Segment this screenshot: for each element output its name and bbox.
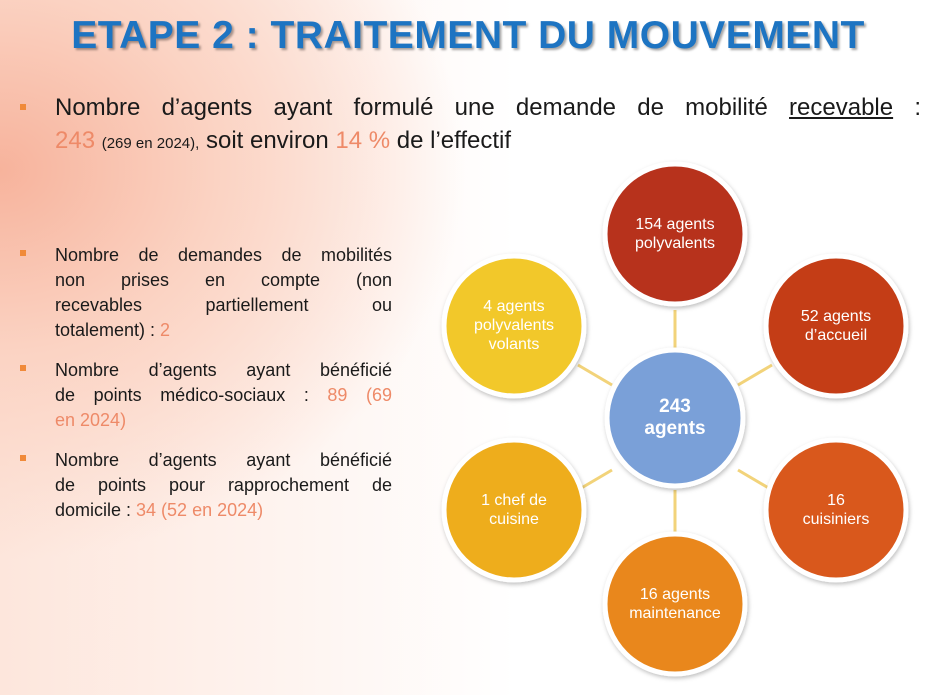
bullet-line: recevables partiellement ou bbox=[55, 295, 392, 315]
bullet-line-text: de points médico-sociaux : bbox=[55, 385, 328, 405]
node-label-line: 52 agents bbox=[800, 308, 872, 325]
medico-sociaux-value-continued: en 2024) bbox=[55, 410, 127, 430]
node-label-line: polyvalents bbox=[634, 235, 716, 252]
agents-count-previous: (269 en 2024), bbox=[101, 135, 200, 152]
node-top-label bbox=[605, 215, 745, 253]
node-top-right-label bbox=[766, 307, 906, 345]
recevable-underlined: recevable bbox=[789, 94, 894, 121]
rapprochement-value: 34 (52 en 2024) bbox=[136, 500, 264, 520]
node-top-left-label bbox=[444, 297, 584, 354]
medico-sociaux-value: 89 (69 bbox=[327, 385, 392, 405]
node-label-line: 1 chef de bbox=[481, 492, 547, 509]
node-label-line: volants bbox=[488, 336, 540, 353]
connector-bottom-left bbox=[578, 470, 612, 490]
bullet-line-text: domicile : bbox=[55, 500, 137, 520]
agents-count: 243 bbox=[55, 127, 96, 154]
bullet-line: Nombre de demandes de mobilités bbox=[55, 245, 392, 265]
percent-value: 14 % bbox=[335, 127, 391, 154]
node-bottom-left-label bbox=[444, 491, 584, 529]
connector-bottom-right bbox=[738, 470, 772, 490]
non-recevables-value: 2 bbox=[160, 320, 171, 340]
main-bullet-end: de l’effectif bbox=[390, 127, 512, 154]
node-label-line: polyvalents bbox=[473, 317, 555, 334]
node-label-line: 4 agents bbox=[483, 298, 545, 315]
connector-top-right bbox=[738, 365, 772, 385]
page-title: ETAPE 2 : TRAITEMENT DU MOUVEMENT bbox=[71, 14, 865, 57]
center-label-unit: agents bbox=[644, 418, 706, 439]
node-label-line: cuisiniers bbox=[802, 511, 870, 528]
bullet-line: Nombre d’agents ayant bénéficié bbox=[55, 450, 392, 470]
node-label-line: d’accueil bbox=[804, 327, 868, 344]
bullet-line: Nombre d’agents ayant bénéficié bbox=[55, 360, 392, 380]
node-label-line: maintenance bbox=[629, 605, 721, 622]
connector-top-left bbox=[578, 365, 612, 385]
center-label bbox=[605, 396, 745, 440]
center-label-count: 243 bbox=[659, 396, 691, 417]
main-bullet-colon: : bbox=[893, 94, 921, 121]
node-bottom-label bbox=[605, 585, 745, 623]
node-bottom-right-label bbox=[766, 491, 906, 529]
node-label-line: 16 bbox=[827, 492, 845, 509]
bullet-line: de points pour rapprochement de bbox=[55, 475, 392, 495]
node-label-line: cuisine bbox=[489, 511, 539, 528]
bullet-line: non prises en compte (non bbox=[55, 270, 392, 290]
node-label-line: 154 agents bbox=[635, 216, 715, 233]
node-label-line: 16 agents bbox=[639, 586, 711, 603]
bullet-line-text: totalement) : bbox=[55, 320, 161, 340]
main-bullet-middle: soit environ bbox=[199, 127, 336, 154]
main-bullet-text: Nombre d’agents ayant formulé une demande de mobilité bbox=[55, 94, 790, 121]
